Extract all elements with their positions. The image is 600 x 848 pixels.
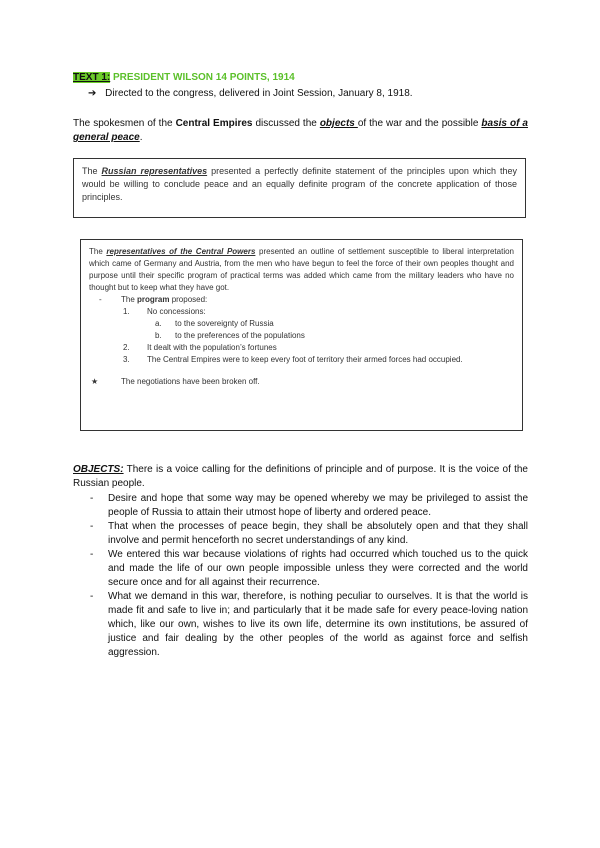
box2-lead: The	[89, 247, 107, 256]
list-item-text: Desire and hope that some way may be opened whereby we may be privileged to assist the people of Russia to attain their utmost hope of liberty and ordered peace.	[108, 493, 528, 518]
objects-text: There is a voice calling for the definitions of principle and of purpose. It is the voice of the Russian people.	[73, 464, 528, 489]
box1-text: presented a perfectly definite statement of the principles upon which they would be willing to conclude peace and an equally definite program of the concrete application of those principles.	[82, 166, 517, 202]
program-line	[89, 294, 514, 306]
list-item	[90, 590, 528, 660]
list-item	[89, 342, 514, 354]
intro-text-1: The spokesmen of the	[73, 118, 176, 129]
intro-text-2: discussed the	[252, 118, 320, 129]
central-empires-term: Central Empires	[175, 118, 253, 129]
dash-bullet: -	[90, 591, 94, 602]
list-item	[89, 354, 514, 366]
intro-text-4: .	[139, 132, 143, 143]
objects-term: objects	[319, 118, 358, 129]
subitem-letter: b.	[155, 331, 162, 340]
item-number: 1.	[123, 307, 130, 316]
arrow-icon: ➔	[88, 88, 97, 99]
star-icon: ★	[91, 377, 99, 386]
title-label: TEXT 1:	[73, 72, 111, 83]
box2-text: presented an outline of settlement susceptible to liberal interpretation which came of Germany and Austria, from the men who have begun to feel the force of their own peoples thought and purpose until their specific program of practical terms was added which came from the military leaders who have no thought but to keep what they have got.	[89, 247, 515, 292]
list-item	[89, 306, 514, 318]
item-text: It dealt with the population’s fortunes	[147, 343, 277, 352]
subitem-text: to the preferences of the populations	[175, 331, 305, 340]
item-number: 2.	[123, 343, 130, 352]
item-text: The Central Empires were to keep every foot of territory their armed forces had occupied.	[147, 355, 463, 364]
program-term: program	[137, 295, 170, 304]
item-number: 3.	[123, 355, 130, 364]
basis-term: basis of a general peace	[73, 118, 528, 143]
dash-bullet: -	[90, 549, 94, 560]
dash-bullet: -	[99, 295, 102, 304]
objects-paragraph	[73, 463, 528, 491]
list-item-text: That when the processes of peace begin, they shall be absolutely open and that they shall involve and permit henceforth no secret understandings of any kind.	[108, 521, 528, 546]
box1-lead: The	[82, 166, 102, 176]
program-post: proposed:	[169, 295, 208, 304]
list-item-text: What we demand in this war, therefore, is nothing peculiar to ourselves. It is that the world is made fit and safe to live in; and particularly that it be made safe for every peace-loving nation which, like our own, wishes to live its own life, determine its own institutions, be assured of justice and fair dealing by the other peoples of the world as against force and selfish aggression.	[108, 591, 528, 658]
objects-list	[90, 492, 528, 660]
objects-label: OBJECTS:	[73, 464, 124, 475]
program-pre: The	[121, 295, 138, 304]
delivery-note	[88, 88, 413, 99]
intro-paragraph	[73, 117, 528, 145]
central-powers-box	[80, 239, 523, 431]
russian-representatives-box	[73, 158, 526, 218]
central-powers-paragraph	[89, 246, 514, 294]
negotiations-note	[89, 376, 514, 388]
subitem-letter: a.	[155, 319, 162, 328]
dash-bullet: -	[90, 521, 94, 532]
dash-bullet: -	[90, 493, 94, 504]
central-powers-term: representatives of the Central Powers	[106, 247, 256, 256]
list-item-text: We entered this war because violations of rights had occurred which touched us to the quick and made the life of our own people impossible unless they were corrected and the world secure once and for all against their recurrence.	[108, 549, 528, 588]
title-text: PRESIDENT WILSON 14 POINTS, 1914	[113, 72, 295, 83]
list-item	[90, 548, 528, 590]
intro-text-3: of the war and the possible	[357, 118, 482, 129]
negotiations-text: The negotiations have been broken off.	[121, 377, 260, 386]
document-title	[73, 72, 295, 83]
list-item	[90, 492, 528, 520]
russian-representatives-term: Russian representatives	[101, 166, 208, 176]
list-item	[90, 520, 528, 548]
subitem-text: to the sovereignty of Russia	[175, 319, 274, 328]
list-subitem	[89, 318, 514, 330]
list-subitem	[89, 330, 514, 342]
delivery-note-text: Directed to the congress, delivered in Joint Session, January 8, 1918.	[105, 88, 413, 99]
item-text: No concessions:	[147, 307, 206, 316]
